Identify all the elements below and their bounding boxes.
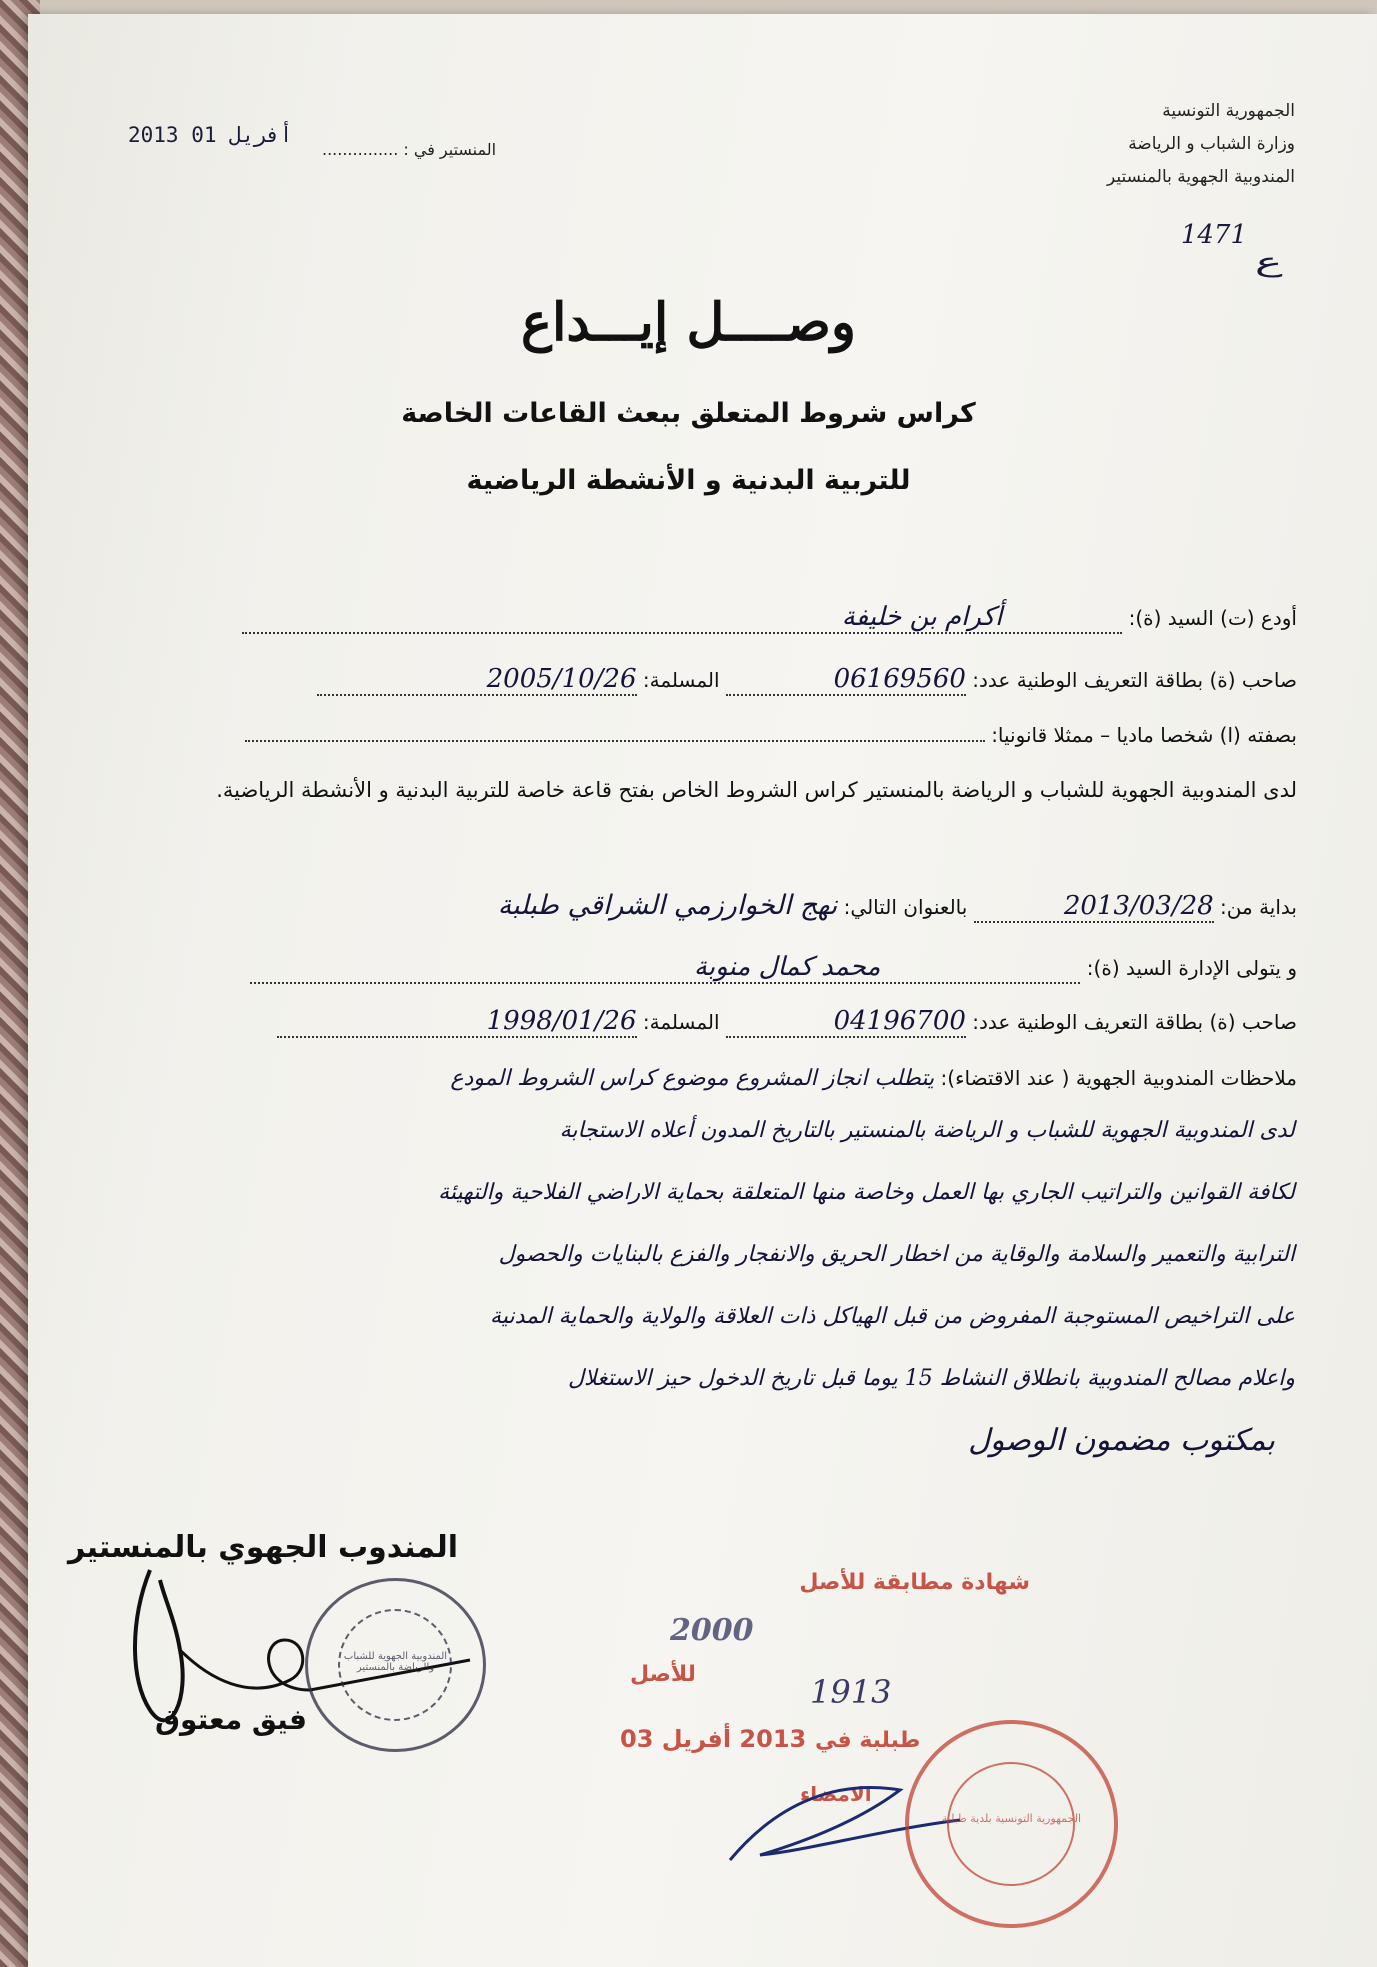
- capacity-label: بصفته (ا) شخصا ماديا – ممثلا قانونيا:: [991, 723, 1297, 747]
- notes-line-7: بمكتوب مضمون الوصول: [968, 1423, 1275, 1458]
- cert-date: 2013 أفريل 03: [620, 1725, 807, 1753]
- issued-value: 2005/10/26: [486, 664, 637, 694]
- notes-line-1: يتطلب انجاز المشروع موضوع كراس الشروط المودع: [450, 1066, 935, 1091]
- cin2-value: 04196700: [833, 1006, 966, 1036]
- depositor-label: أودع (ت) السيد (ة):: [1128, 606, 1297, 630]
- cin-label: صاحب (ة) بطاقة التعريف الوطنية عدد:: [972, 668, 1297, 692]
- field-manager: [95, 952, 1297, 984]
- signatory-title: المندوب الجهوي بالمنستير: [68, 1530, 459, 1565]
- cert-amount: 2000: [670, 1613, 754, 1648]
- field-start-address: [95, 890, 1297, 923]
- issued2-label: المسلمة:: [642, 1010, 720, 1034]
- certification-stamp: [630, 1570, 1030, 1687]
- field-cin-2: [95, 1006, 1297, 1038]
- field-cin: [95, 664, 1297, 696]
- document-title: وصــــل إيـــداع: [520, 292, 857, 353]
- notes-line-2: لدى المندوبية الجهوية للشباب و الرياضة بالمنستير بالتاريخ المدون أعلاه الاستجابة: [559, 1118, 1295, 1143]
- manager-label: و يتولى الإدارة السيد (ة):: [1086, 956, 1297, 980]
- cert-line-1: شهادة مطابقة للأصل: [799, 1570, 1030, 1595]
- notes-line-3: لكافة القوانين والتراتيب الجاري بها العمل وخاصة منها المتعلقة بحماية الاراضي الفلاحية والتهيئة: [438, 1180, 1295, 1205]
- notes-line-6: واعلام مصالح المندوبية بانطلاق النشاط 15 يوما قبل تاريخ الدخول حيز الاستغلال: [568, 1366, 1295, 1391]
- cert-sign-label: الامضاء: [800, 1782, 872, 1806]
- municipal-seal: [905, 1720, 1118, 1928]
- field-depositor: [95, 602, 1297, 634]
- start-label: بداية من:: [1220, 895, 1297, 919]
- signatory-name: فيق معتوق: [155, 1703, 307, 1736]
- cert-place: طبلبة في: [815, 1728, 921, 1753]
- subtitle-2: للتربية البدنية و الأنشطة الرياضية: [466, 465, 911, 496]
- cin-value: 06169560: [833, 664, 966, 694]
- address-label: بالعنوان التالي:: [843, 895, 968, 919]
- date-label: المنستير في : ...............: [322, 140, 497, 159]
- depositor-value: أكرام بن خليفة: [841, 602, 1003, 632]
- cert-number: 1913: [810, 1673, 892, 1711]
- notes-handwritten: [20, 1100, 1295, 1472]
- header-line-3: المندوبية الجهوية بالمنستير: [1107, 167, 1295, 187]
- header-line-1: الجمهورية التونسية: [1162, 101, 1295, 121]
- body-paragraph: لدى المندوبية الجهوية للشباب و الرياضة بالمنستير كراس الشروط الخاص بفتح قاعة خاصة للتربية البدنية و الأنشطة الرياضية.: [216, 778, 1297, 802]
- reference-number: 1471: [1180, 220, 1247, 250]
- municipal-seal-text: الجمهورية التونسية بلدية طبلبة: [941, 1812, 1082, 1825]
- manager-value: محمد كمال منوبة: [693, 952, 881, 982]
- notes-label: ملاحظات المندوبية الجهوية ( عند الاقتضاء):: [940, 1066, 1297, 1090]
- cin2-label: صاحب (ة) بطاقة التعريف الوطنية عدد:: [972, 1010, 1297, 1034]
- issued-label: المسلمة:: [642, 668, 720, 692]
- start-value: 2013/03/28: [1063, 891, 1214, 921]
- ministry-header: [1107, 95, 1295, 194]
- notes-row: [95, 1066, 1297, 1091]
- notes-line-4: الترابية والتعمير والسلامة والوقاية من اخطار الحريق والانفجار والفزع بالبنايات والحصول: [498, 1242, 1295, 1267]
- address-value: نهج الخوارزمي الشراقي طبلبة: [497, 890, 838, 921]
- regional-seal: [305, 1578, 486, 1752]
- regional-seal-text: المندوبية الجهوية للشباب والرياضة بالمنستير: [343, 1651, 448, 1673]
- reference-mark: ع: [1255, 248, 1284, 278]
- stamped-date: 2013 أفريل 01: [128, 123, 293, 147]
- subtitle-1: كراس شروط المتعلق ببعث القاعات الخاصة: [401, 398, 976, 429]
- field-capacity: [95, 722, 1297, 747]
- cert-line-3: للأصل: [630, 1662, 696, 1687]
- notes-line-5: على التراخيص المستوجبة المفروض من قبل الهياكل ذات العلاقة والولاية والحماية المدنية: [490, 1304, 1295, 1329]
- issued2-value: 1998/01/26: [486, 1006, 637, 1036]
- header-line-2: وزارة الشباب و الرياضة: [1128, 134, 1295, 154]
